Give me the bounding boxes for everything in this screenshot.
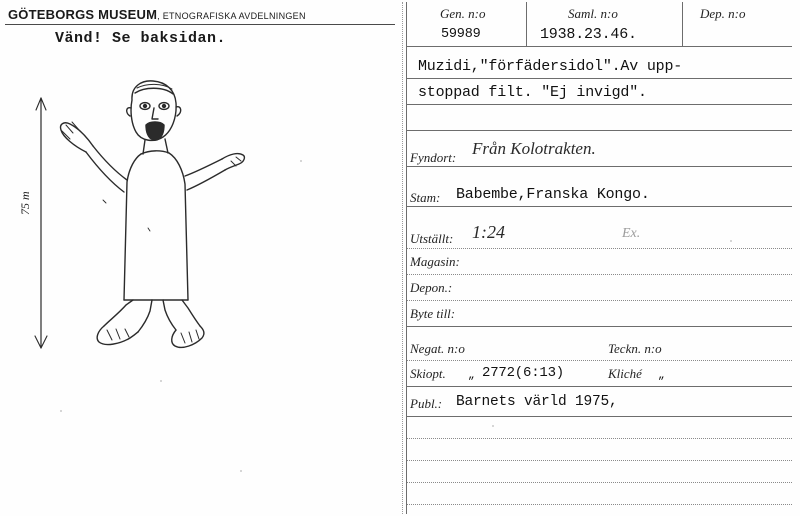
rule-depon xyxy=(406,300,792,301)
fyndort-value: Från Kolotrakten. xyxy=(472,139,596,158)
rule-publ xyxy=(406,416,792,417)
skiopt-mark: „ xyxy=(468,370,475,382)
rule-blank-2 xyxy=(406,460,792,461)
record-pane xyxy=(400,0,800,516)
byte-till-label: Byte till: xyxy=(410,306,456,321)
dep-no-label: Dep. n:o xyxy=(700,6,746,21)
rule-magasin xyxy=(406,274,792,275)
utstallt-label: Utställt: xyxy=(410,231,454,246)
card-left-border xyxy=(406,2,407,514)
rule-skiopt xyxy=(406,386,792,387)
rule-desc-2 xyxy=(406,104,792,105)
rule-negat xyxy=(406,360,792,361)
header-col-divider-2 xyxy=(682,2,683,46)
teckn-no-label: Teckn. n:o xyxy=(608,341,662,356)
saml-no-label: Saml. n:o xyxy=(568,6,618,21)
turn-over-note: Vänd! Se baksidan. xyxy=(55,30,227,47)
kliche-mark: „ xyxy=(658,370,665,382)
fyndort-label: Fyndort: xyxy=(410,150,457,165)
publ-value: Barnets värld 1975, xyxy=(456,394,618,410)
rule-desc-1 xyxy=(406,78,792,79)
rule-blank-3 xyxy=(406,482,792,483)
rule-utstallt xyxy=(406,248,792,249)
stam-label: Stam: xyxy=(410,190,441,205)
rule-fyndort xyxy=(406,166,792,167)
skiopt-label: Skiopt. xyxy=(410,366,446,381)
publ-label: Publ.: xyxy=(410,396,443,411)
gen-no-value: 59989 xyxy=(441,27,481,42)
stam-value: Babembe,Franska Kongo. xyxy=(456,186,650,203)
card-left-border-outer xyxy=(402,2,403,514)
description-line-2: stoppad filt. "Ej invigd". xyxy=(418,84,647,101)
utstallt-secondary-value: Ex. xyxy=(622,226,641,241)
rule-stam xyxy=(406,206,792,207)
museum-name: GÖTEBORGS MUSEUM xyxy=(8,7,158,22)
rule-blank-1 xyxy=(406,438,792,439)
skiopt-value: 2772(6:13) xyxy=(482,365,565,381)
magasin-label: Magasin: xyxy=(410,254,460,269)
depon-label: Depon.: xyxy=(410,280,453,295)
rule-header-bottom xyxy=(406,46,792,47)
saml-no-value: 1938.23.46. xyxy=(540,26,637,43)
rule-byte-till xyxy=(406,326,792,327)
negat-no-label: Negat. n:o xyxy=(410,341,465,356)
museum-department: , ETNOGRAFISKA AVDELNINGEN xyxy=(157,11,306,21)
kliche-label: Kliché xyxy=(608,366,642,381)
scale-annotation: 75 m xyxy=(18,191,32,215)
rule-desc-3 xyxy=(406,130,792,131)
header-col-divider-1 xyxy=(526,2,527,46)
description-line-1: Muzidi,"förfädersidol".Av upp- xyxy=(418,58,683,75)
utstallt-value: 1:24 xyxy=(472,222,505,242)
gen-no-label: Gen. n:o xyxy=(440,6,486,21)
rule-blank-4 xyxy=(406,504,792,505)
